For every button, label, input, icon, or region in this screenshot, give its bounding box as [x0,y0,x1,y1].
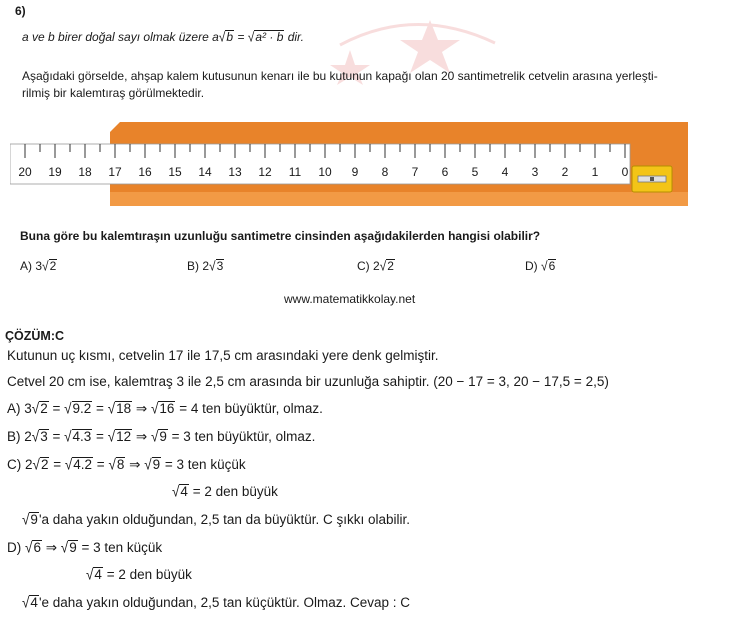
ruler-number: 7 [411,165,419,179]
option-d[interactable]: D) √6 [525,258,556,274]
ruler-number: 11 [288,165,302,179]
ruler-number: 1 [591,165,599,179]
question-number: 6) [15,4,26,18]
solution-line2: Cetvel 20 cm ise, kalemtraş 3 ile 2,5 cm arasında bir uzunluğa sahiptir. (20 − 17 = 3, 20 − 17,5 = 2,5) [7,374,609,389]
ruler-number: 6 [441,165,449,179]
solution-line1: Kutunun uç kısmı, cetvelin 17 ile 17,5 cm arasındaki yere denk gelmiştir. [7,348,439,363]
paragraph-line1: Aşağıdaki görselde, ahşap kalem kutusunun kenarı ile bu kutunun kapağı olan 20 santimetrelik cetvelin arasına yerleşti- [22,69,658,83]
option-c[interactable]: C) 2√2 [357,258,394,274]
solution-a: A) 3√2 = √9.2 = √18 ⇒ √16 = 4 ten büyüktür, olmaz. [7,400,323,417]
question-text: Buna göre bu kalemtıraşın uzunluğu santimetre cinsinden aşağıdakilerden hangisi olabilir? [20,229,541,243]
ruler-number: 12 [258,165,272,179]
ruler-number: 9 [351,165,359,179]
definition-line: a ve b birer doğal sayı olmak üzere a√b = √a² · b dir. [22,29,304,45]
paragraph-line2: rilmiş bir kalemtıraş görülmektedir. [22,86,205,100]
ruler-number: 17 [108,165,122,179]
ruler-number: 10 [318,165,332,179]
option-a[interactable]: A) 3√2 [20,258,57,274]
solution-c2: √4 = 2 den büyük [172,483,278,500]
solution-d2: √4 = 2 den büyük [86,566,192,583]
ruler-number: 5 [471,165,479,179]
ruler-figure [10,118,700,218]
definition-tail: dir. [287,30,304,44]
definition-eq: = [237,30,245,44]
ruler-number: 4 [501,165,509,179]
solution-c: C) 2√2 = √4.2 = √8 ⇒ √9 = 3 ten küçük [7,456,246,473]
ruler-number: 13 [228,165,242,179]
ruler-number: 14 [198,165,212,179]
ruler-number: 16 [138,165,152,179]
option-b[interactable]: B) 2√3 [187,258,224,274]
definition-rad-b: b [226,30,234,44]
ruler-number: 3 [531,165,539,179]
ruler-number: 15 [168,165,182,179]
ruler-number: 8 [381,165,389,179]
solution-title: ÇÖZÜM:C [5,329,65,343]
ruler-number: 2 [561,165,569,179]
website-link[interactable]: www.matematikkolay.net [284,292,416,306]
ruler-number: 18 [78,165,92,179]
definition-text: a ve b birer doğal sayı olmak üzere a [22,30,219,44]
solution-c3: √9'a daha yakın olduğundan, 2,5 tan da büyüktür. C şıkkı olabilir. [22,511,411,528]
solution-d3: √4'e daha yakın olduğundan, 2,5 tan küçüktür. Olmaz. Cevap : C [22,594,410,611]
solution-b: B) 2√3 = √4.3 = √12 ⇒ √9 = 3 ten büyüktür, olmaz. [7,428,316,445]
ruler-number: 20 [18,165,32,179]
ruler-ticks [25,144,625,158]
ruler-number: 0 [621,165,629,179]
ruler-number: 19 [48,165,62,179]
ruler-numbers [18,165,628,179]
wood-box-highlight [110,192,688,206]
solution-d: D) √6 ⇒ √9 = 3 ten küçük [7,539,163,556]
definition-rad-a2b: a² · b [255,30,284,44]
